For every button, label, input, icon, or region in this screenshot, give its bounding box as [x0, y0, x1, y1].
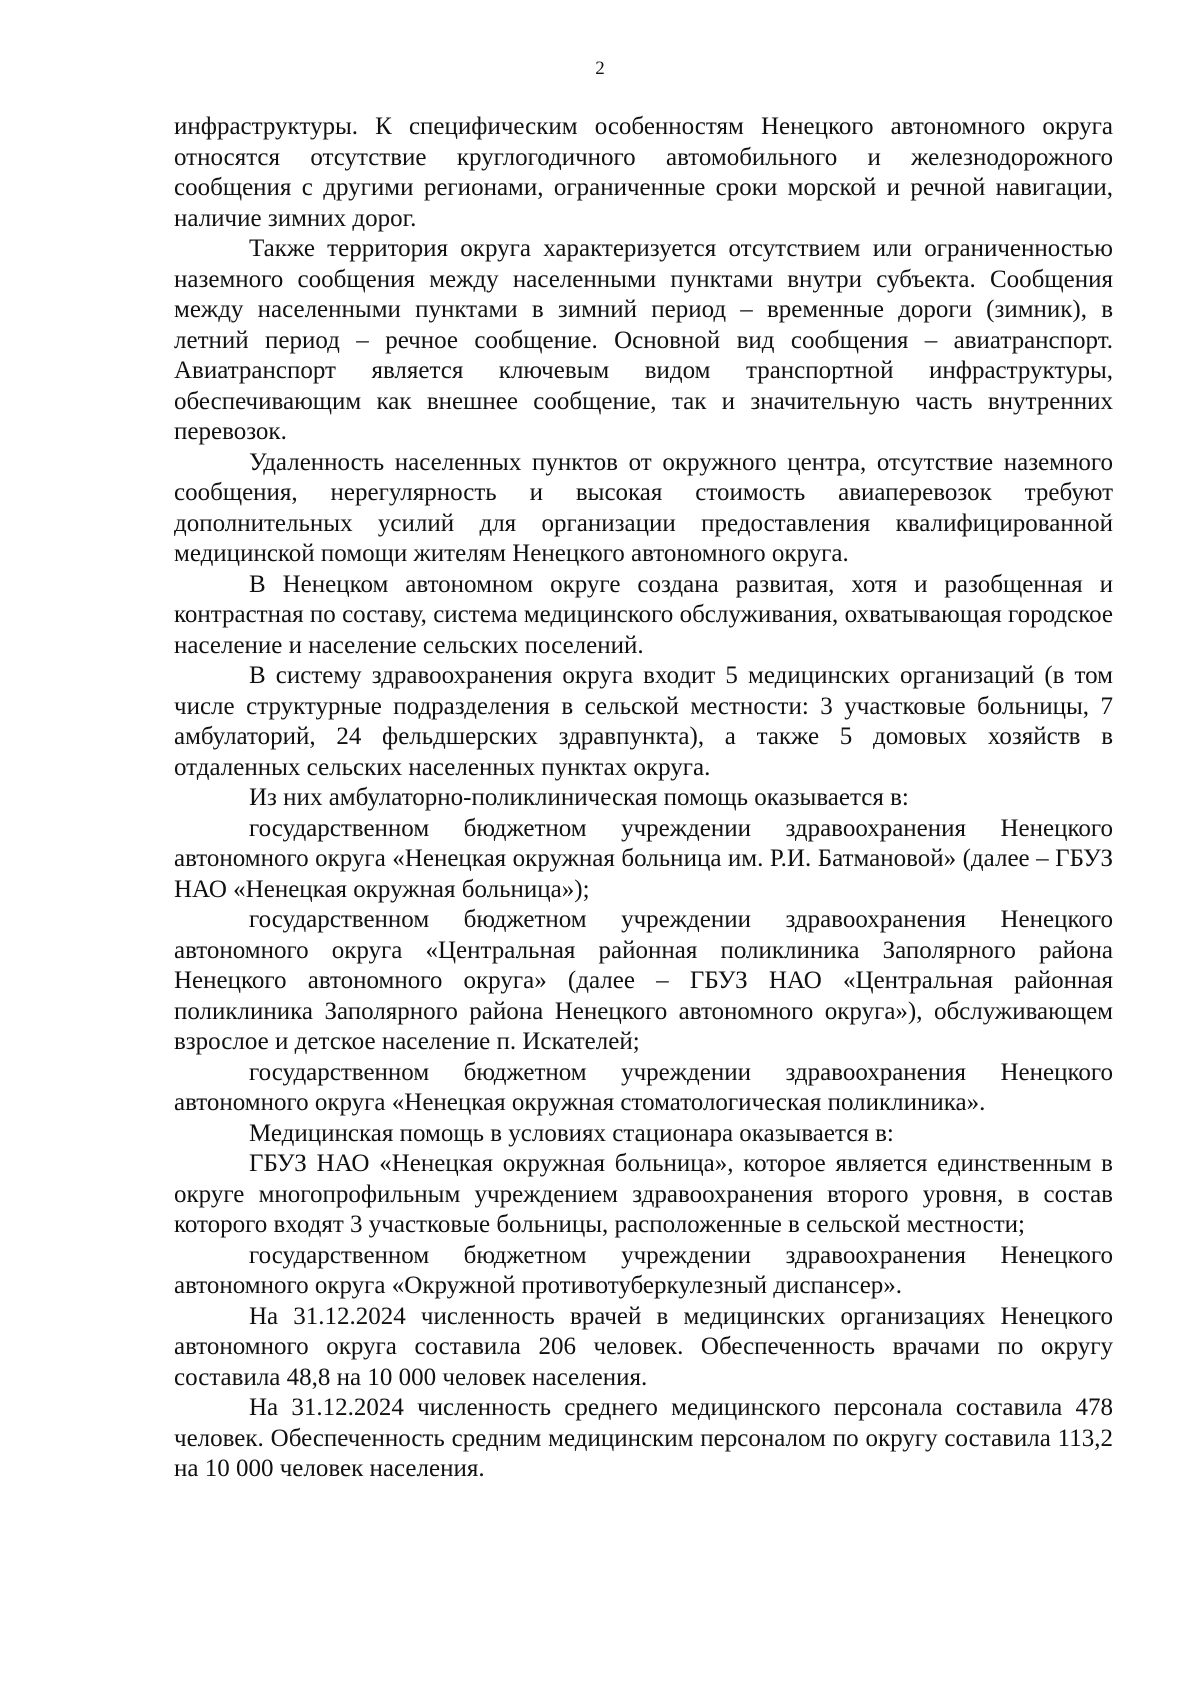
paragraph-ground-transport: Также территория округа характеризуется отсутствием или ограниченностью наземного сообщения между населенными пунктами внутри субъекта. Сообщения между населенными пунктами в зимний период – временные дороги (зимник), в летний период – речное сообщение. Основной вид сообщения – авиатранспорт. Авиатранспорт является ключевым видом транспортной инфраструктуры, обеспечивающим как внешнее сообщение, так и значительную часть внутренних перевозок.: [174, 235, 1113, 445]
list-item-okruzhnaya-bolnitsa: государственном бюджетном учреждении здравоохранения Ненецкого автономного округа «Ненецкая окружная больница им. Р.И. Батмановой» (далее – ГБУЗ НАО «Ненецкая окружная больница»);: [174, 814, 1113, 903]
paragraph-infrastructure-continuation: инфраструктуры. К специфическим особенностям Ненецкого автономного округа относятся отсутствие круглогодичного автомобильного и железнодорожного сообщения с другими регионами, ограниченные сроки морской и речной навигации, наличие зимних дорог.: [174, 113, 1113, 232]
paragraph-healthcare-organizations: В систему здравоохранения округа входит 5 медицинских организаций (в том числе структурные подразделения в сельской местности: 3 участковые больницы, 7 амбулаторий, 24 фельдшерских здравпункта), а также 5 домовых хозяйств в отдаленных сельских населенных пунктах округа.: [174, 662, 1113, 781]
paragraph-remoteness: Удаленность населенных пунктов от окружного центра, отсутствие наземного сообщения, нерегулярность и высокая стоимость авиаперевозок требуют дополнительных усилий для организации предоставления квалифицированной медицинской помощи жителям Ненецкого автономного округа.: [174, 448, 1113, 567]
paragraph-medical-system: В Ненецком автономном округе создана развитая, хотя и разобщенная и контрастная по составу, система медицинского обслуживания, охватывающая городское население и население сельских поселений.: [174, 570, 1113, 659]
list-item-tb-dispensary: государственном бюджетном учреждении здравоохранения Ненецкого автономного округа «Окружной противотуберкулезный диспансер».: [174, 1241, 1113, 1299]
list-item-multiprofile-hospital: ГБУЗ НАО «Ненецкая окружная больница», которое является единственным в округе многопрофильным учреждением здравоохранения второго уровня, в состав которого входят 3 участковые больницы, расположенные в сельской местности;: [174, 1150, 1113, 1238]
paragraph-inpatient-intro: Медицинская помощь в условиях стационара оказывается в:: [249, 1119, 894, 1147]
paragraph-doctors-count: На 31.12.2024 численность врачей в медицинских организациях Ненецкого автономного округа составила 206 человек. Обеспеченность врачами по округу составила 48,8 на 10 000 человек населения.: [174, 1302, 1113, 1391]
paragraph-nursing-staff-count: На 31.12.2024 численность среднего медицинского персонала составила 478 человек. Обеспеченность средним медицинским персоналом по округу составила 113,2 на 10 000 человек населения.: [174, 1394, 1113, 1482]
paragraph-outpatient-intro: Из них амбулаторно-поликлиническая помощь оказывается в:: [249, 784, 909, 811]
list-item-polyclinic-zapolyarny: государственном бюджетном учреждении здравоохранения Ненецкого автономного округа «Центральная районная поликлиника Заполярного района Ненецкого автономного округа» (далее – ГБУЗ НАО «Центральная районная поликлиника Заполярного района Ненецкого автономного округа»), обслуживающем взрослое и детское население п. Искателей;: [174, 906, 1113, 1055]
document-body: [174, 112, 1113, 1485]
page-number: 2: [595, 58, 605, 79]
list-item-dental-polyclinic: государственном бюджетном учреждении здравоохранения Ненецкого автономного округа «Ненецкая окружная стоматологическая поликлиника».: [174, 1058, 1113, 1116]
